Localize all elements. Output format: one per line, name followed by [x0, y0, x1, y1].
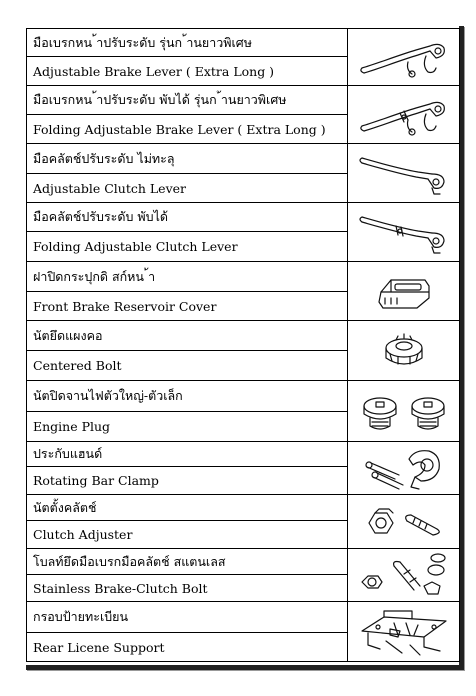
- table-row: [27, 549, 460, 575]
- part-image-cell: [348, 602, 460, 662]
- table-row: [27, 144, 460, 174]
- part-image-cell: [348, 262, 460, 321]
- part-image-cell: [348, 321, 460, 381]
- parts-table: [26, 28, 460, 662]
- thai-name: มือเบรกหน ้าปรับระดับ พับได้ รุ่นก ้านยาวพิเศษ: [27, 86, 348, 115]
- table-row: [27, 29, 460, 57]
- thai-name: นัตยึดแผงคอ: [27, 321, 348, 351]
- part-image-cell: [348, 203, 460, 262]
- thai-name: มือคลัตช์ปรับระดับ ไม่ทะลุ: [27, 144, 348, 174]
- english-name: Adjustable Brake Lever ( Extra Long ): [27, 57, 348, 86]
- reservoir-cover-icon: [369, 268, 439, 314]
- part-image-cell: [348, 549, 460, 602]
- stainless-bolt-icon: [354, 550, 454, 600]
- table-row: [27, 381, 460, 412]
- thai-name: มือเบรกหน ้าปรับระดับ รุ่นก ้านยาวพิเศษ: [27, 29, 348, 57]
- part-image-cell: [348, 144, 460, 203]
- centered-bolt-icon: [374, 326, 434, 376]
- english-name: Folding Adjustable Brake Lever ( Extra Long ): [27, 115, 348, 144]
- bar-clamp-icon: [359, 443, 449, 493]
- part-image-cell: [348, 442, 460, 495]
- folding-brake-lever-icon: [356, 92, 452, 138]
- thai-name: นัตตั้งคลัตช์: [27, 495, 348, 521]
- thai-name: มือคลัตช์ปรับระดับ พับได้: [27, 203, 348, 232]
- part-image-cell: [348, 495, 460, 549]
- part-image-cell: [348, 381, 460, 442]
- clutch-adjuster-icon: [359, 499, 449, 545]
- table-row: [27, 203, 460, 232]
- thai-name: โบลท์ยึดมือเบรกมือคลัตช์ สแตนเลส: [27, 549, 348, 575]
- english-name: Stainless Brake-Clutch Bolt: [27, 575, 348, 602]
- clutch-lever-icon: [356, 150, 452, 196]
- catalog-page: [26, 26, 464, 670]
- folding-clutch-lever-icon: [356, 209, 452, 255]
- english-name: Folding Adjustable Clutch Lever: [27, 232, 348, 262]
- thai-name: ประกับแฮนด์: [27, 442, 348, 467]
- english-name: Front Brake Reservoir Cover: [27, 292, 348, 321]
- table-row: [27, 86, 460, 115]
- table-row: [27, 602, 460, 633]
- english-name: Clutch Adjuster: [27, 521, 348, 549]
- thai-name: นัตปิดจานไฟตัวใหญ่-ตัวเล็ก: [27, 381, 348, 412]
- engine-plug-icon: [354, 386, 454, 436]
- table-row: [27, 442, 460, 467]
- english-name: Rotating Bar Clamp: [27, 467, 348, 495]
- thai-name: ฝาปิดกระปุกดิ สก์หน ้า: [27, 262, 348, 292]
- table-row: [27, 495, 460, 521]
- part-image-cell: [348, 29, 460, 86]
- part-image-cell: [348, 86, 460, 144]
- english-name: Engine Plug: [27, 412, 348, 442]
- english-name: Centered Bolt: [27, 351, 348, 381]
- license-support-icon: [354, 605, 454, 659]
- thai-name: กรอบป้ายทะเบียน: [27, 602, 348, 633]
- table-row: [27, 321, 460, 351]
- table-row: [27, 262, 460, 292]
- english-name: Adjustable Clutch Lever: [27, 174, 348, 203]
- brake-lever-icon: [356, 34, 452, 80]
- english-name: Rear Licene Support: [27, 633, 348, 662]
